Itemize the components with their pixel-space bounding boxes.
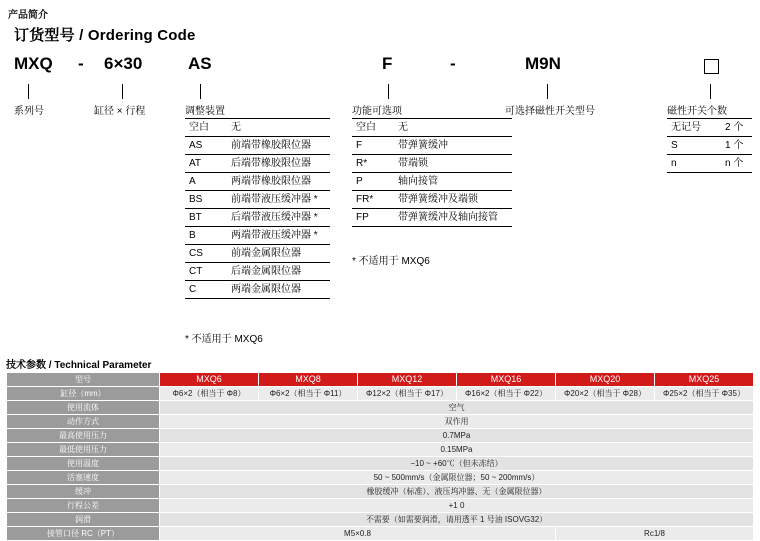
leader-line-series [28,84,29,99]
option-code: 空白 [352,119,394,137]
leader-line-function [388,84,389,99]
switch-count-table [667,118,752,173]
table-row [185,137,330,155]
option-code: S [667,137,721,155]
tech-row-header: 动作方式 [7,415,160,429]
option-description: 轴向接管 [394,173,512,191]
option-description: 2 个 [721,119,752,137]
tech-column-header: MXQ16 [457,373,556,387]
tech-cell: Φ25×2（相当于 Φ35） [655,387,754,401]
caption-switch-count: 磁性开关个数 [667,106,727,117]
option-description: 后端带橡胶限位器 [227,155,330,173]
option-code: BS [185,191,227,209]
function-option-note: * 不适用于 MXQ6 [352,256,430,267]
table-row [667,119,752,137]
tech-row-header: 活塞速度 [7,471,160,485]
option-description: 带端锁 [394,155,512,173]
leader-line-adjust [200,84,201,99]
code-token-series: MXQ [14,54,53,73]
caption-switch-model: 可选择磁性开关型号 [505,106,595,117]
option-code: R* [352,155,394,173]
table-row [352,209,512,227]
table-row [7,527,754,541]
leader-line-switch-count [710,84,711,99]
tech-row-header: 行程公差 [7,499,160,513]
tech-row-header: 润滑 [7,513,160,527]
caption-adjust-device: 调整装置 [185,106,225,117]
option-description: 带弹簧缓冲及轴向接管 [394,209,512,227]
table-row [7,443,754,457]
caption-function: 功能可选项 [352,106,402,117]
tech-column-header: MXQ20 [556,373,655,387]
code-dash-2: - [450,54,456,73]
caption-bore: 缸径 × 行程 [94,106,146,117]
tech-cell: Φ16×2（相当于 Φ22） [457,387,556,401]
tech-row-header: 使用温度 [7,457,160,471]
tech-cell: Φ6×2（相当于 Φ11） [259,387,358,401]
option-code: F [352,137,394,155]
table-row [7,415,754,429]
code-token-adjust: AS [188,54,212,73]
option-description: 带弹簧缓冲 [394,137,512,155]
table-row [352,155,512,173]
tech-corner-header: 型号 [7,373,160,387]
tech-cell: −10 ~ +60℃（但未冻结） [160,457,754,471]
table-row [352,173,512,191]
tech-cell: 50 ~ 500mm/s（金属限位器；50 ~ 200mm/s） [160,471,754,485]
table-row [185,191,330,209]
tech-cell: Φ20×2（相当于 Φ28） [556,387,655,401]
code-token-bore: 6×30 [104,54,143,73]
table-row [185,155,330,173]
tech-row-header: 缸径（mm） [7,387,160,401]
tech-column-header: MXQ25 [655,373,754,387]
tech-column-header: MXQ6 [160,373,259,387]
option-description: 无 [394,119,512,137]
ordering-code-row [0,54,760,80]
tech-cell: +1 0 [160,499,754,513]
option-description: 带弹簧缓冲及端锁 [394,191,512,209]
option-description: 前端金属限位器 [227,245,330,263]
option-code: CT [185,263,227,281]
table-row [352,137,512,155]
option-description: n 个 [721,155,752,173]
tech-cell: 双作用 [160,415,754,429]
table-row [7,485,754,499]
code-dash-1: - [78,54,84,73]
option-code: P [352,173,394,191]
option-description: 无 [227,119,330,137]
option-description: 两端带橡胶限位器 [227,173,330,191]
table-row [7,499,754,513]
option-description: 1 个 [721,137,752,155]
tech-cell: 空气 [160,401,754,415]
option-code: AT [185,155,227,173]
table-row [185,281,330,299]
technical-parameter-title: 技术参数 / Technical Parameter [6,360,152,371]
option-code: 空白 [185,119,227,137]
option-description: 后端金属限位器 [227,263,330,281]
table-row [185,227,330,245]
tech-cell: Φ12×2（相当于 Φ17） [358,387,457,401]
option-code: 无记号 [667,119,721,137]
option-description: 前端带液压缓冲器 * [227,191,330,209]
tech-cell: 0.7MPa [160,429,754,443]
tech-cell: Rc1/8 [556,527,754,541]
table-row [352,119,512,137]
table-row [7,429,754,443]
tech-cell: 不需要（如需要润滑，请用透平 1 号油 ISOVG32） [160,513,754,527]
code-token-function: F [382,54,393,73]
option-description: 前端带橡胶限位器 [227,137,330,155]
tech-cell: 橡胶缓冲（标准）、液压坞冲器、无（金属限位器） [160,485,754,499]
table-row [667,155,752,173]
tech-column-header: MXQ12 [358,373,457,387]
tech-row-header: 最低使用压力 [7,443,160,457]
table-row [7,513,754,527]
tech-row-header: 接管口径 RC（PT） [7,527,160,541]
function-option-table [352,118,512,227]
code-token-switch: M9N [525,54,561,73]
table-row [185,245,330,263]
code-token-switch-count-box [704,59,719,74]
table-row [185,263,330,281]
caption-series: 系列号 [14,106,44,117]
table-row [7,457,754,471]
table-row [352,191,512,209]
option-code: B [185,227,227,245]
adjust-device-note: * 不适用于 MXQ6 [185,334,263,345]
option-code: CS [185,245,227,263]
option-code: FR* [352,191,394,209]
option-code: FP [352,209,394,227]
leader-line-switch [547,84,548,99]
table-row [185,173,330,191]
table-row [7,401,754,415]
option-code: A [185,173,227,191]
tech-column-header: MXQ8 [259,373,358,387]
option-code: C [185,281,227,299]
option-code: AS [185,137,227,155]
option-description: 两端带液压缓冲器 * [227,227,330,245]
option-description: 两端金属限位器 [227,281,330,299]
table-row [185,209,330,227]
tech-cell: M5×0.8 [160,527,556,541]
table-header-row [7,373,754,387]
option-code: BT [185,209,227,227]
ordering-code-title: 订货型号 / Ordering Code [14,27,196,44]
option-description: 后端带液压缓冲器 * [227,209,330,227]
product-intro-title: 产品简介 [8,10,48,21]
technical-parameter-table [6,372,754,541]
adjust-device-table [185,118,330,299]
option-code: n [667,155,721,173]
table-row [7,471,754,485]
table-row [7,387,754,401]
tech-row-header: 使用流体 [7,401,160,415]
tech-cell: 0.15MPa [160,443,754,457]
leader-line-bore [122,84,123,99]
tech-row-header: 缓冲 [7,485,160,499]
tech-cell: Φ6×2（相当于 Φ8） [160,387,259,401]
tech-row-header: 最高使用压力 [7,429,160,443]
table-row [667,137,752,155]
table-row [185,119,330,137]
